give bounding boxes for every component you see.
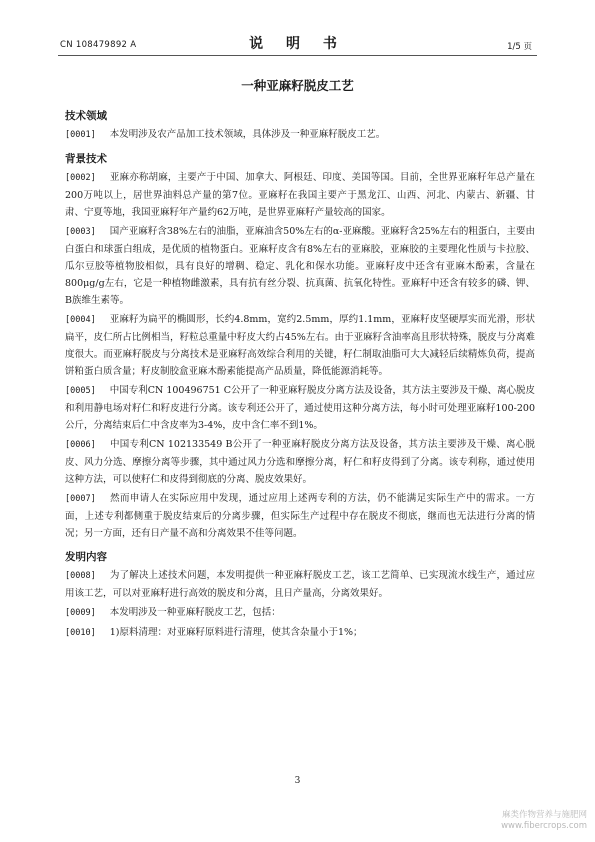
- section-heading: 技术领域: [65, 110, 107, 122]
- paragraph-text: 本发明涉及一种亚麻籽脱皮工艺，包括：: [109, 607, 281, 618]
- paragraph-number: [0001]: [65, 130, 96, 140]
- page-number: 3: [294, 776, 301, 786]
- section: [65, 151, 535, 542]
- paragraph-number: [0010]: [65, 628, 96, 638]
- header-divider: [58, 55, 537, 56]
- document-type: 说 明 书: [249, 36, 346, 52]
- paragraph: [65, 490, 535, 542]
- paragraph: [65, 604, 535, 622]
- paragraph: [65, 436, 535, 488]
- paragraph: [65, 624, 535, 642]
- paragraph-number: [0009]: [65, 608, 96, 618]
- section-heading: 背景技术: [65, 153, 107, 165]
- paragraph-number: [0002]: [65, 173, 96, 183]
- paragraph-text: 中国专利CN 100496751 C公开了一种亚麻籽脱皮分离方法及设备，其方法主要涉及干燥、离心脱皮和利用静电场对籽仁和籽皮进行分离。该专利还公开了，通过使用这种分离方法，每小时可处理亚麻籽100-200公斤，分离结束后仁中含皮率为3-4%，皮中含仁率不到1%。: [65, 385, 536, 431]
- paragraph-text: 1)原料清理：对亚麻籽原料进行清理，使其含杂量小于1%；: [109, 627, 363, 638]
- paragraph-text: 本发明涉及农产品加工技术领域，具体涉及一种亚麻籽脱皮工艺。: [109, 129, 386, 140]
- document-title: 一种亚麻籽脱皮工艺: [241, 78, 354, 93]
- paragraph-text: 中国专利CN 102133549 B公开了一种亚麻籽脱皮分离方法及设备，其方法主要涉及干燥、离心脱皮、风力分选、摩擦分离等步骤，其中通过风力分选和摩擦分离，籽仁和籽皮得到了分离。该专利称，通过使用这种方法，可以使籽仁和皮得到彻底的分离、脱皮效果好。: [65, 439, 535, 485]
- paragraph-text: 为了解决上述技术问题，本发明提供一种亚麻籽脱皮工艺，该工艺简单、已实现流水线生产，通过应用该工艺，可以对亚麻籽进行高效的脱皮和分离，且日产量高，分离效果好。: [65, 570, 535, 599]
- section: [65, 108, 535, 144]
- section-heading: 发明内容: [65, 551, 107, 563]
- paragraph-number: [0006]: [65, 440, 96, 450]
- paragraph-text: 然而申请人在实际应用中发现，通过应用上述两专利的方法，仍不能满足实际生产中的需求。一方面，上述专利都侧重于脱皮结束后的分离步骤，但实际生产过程中存在脱皮不彻底，继而也无法进行分离的情况；另一方面，还有日产量不高和分离效果不佳等问题。: [65, 493, 535, 539]
- paragraph-number: [0008]: [65, 571, 96, 581]
- page-header: [0, 0, 595, 58]
- page-of: 1/5 页: [507, 42, 532, 52]
- watermark-line1: 麻类作物营养与施肥网: [501, 810, 587, 820]
- section: [65, 549, 535, 642]
- patent-number: CN 108479892 A: [60, 40, 137, 50]
- paragraph-number: [0005]: [65, 386, 96, 396]
- paragraph-number: [0007]: [65, 494, 96, 504]
- watermark-line2: www.fibercrops.com: [501, 821, 587, 831]
- paragraph: [65, 223, 535, 309]
- paragraph-text: 国产亚麻籽含38%左右的油脂，亚麻油含50%左右的α-亚麻酸。亚麻籽含25%左右的粗蛋白，主要由白蛋白和球蛋白组成，是优质的植物蛋白。亚麻籽皮含有8%左右的亚麻胶，亚麻胶的主要理化性质与卡拉胶、瓜尔豆胶等植物胶相似，具有良好的增稠、稳定、乳化和保水功能。亚麻籽皮中还含有亚麻木酚素，含量在800μg/g左右，它是一种植物雌激素，具有抗有丝分裂、抗真菌、抗氧化特性。亚麻籽中还含有较多的磷、钾、B族维生素等。: [65, 226, 535, 306]
- paragraph: [65, 382, 535, 434]
- paragraph: [65, 567, 535, 602]
- paragraph: [65, 126, 535, 144]
- document-body: [65, 108, 535, 649]
- paragraph-number: [0004]: [65, 315, 96, 325]
- paragraph: [65, 311, 535, 380]
- watermark: [501, 810, 587, 832]
- paragraph-number: [0003]: [65, 227, 96, 237]
- paragraph-text: 亚麻亦称胡麻，主要产于中国、加拿大、阿根廷、印度、美国等国。目前，全世界亚麻籽年总产量在200万吨以上，居世界油料总产量的第7位。亚麻籽在我国主要产于黑龙江、山西、河北、内蒙古、新疆、甘肃、宁夏等地，我国亚麻籽年产量约62万吨，是世界亚麻籽产量较高的国家。: [65, 172, 535, 218]
- paragraph: [65, 169, 535, 221]
- paragraph-text: 亚麻籽为扁平的椭圆形，长约4.8mm，宽约2.5mm，厚约1.1mm，亚麻籽皮坚硬厚实而光滑，形状扁平，皮仁所占比例相当，籽粒总重量中籽皮大约占45%左右。由于亚麻籽含油率高且形状特殊，脱皮与分离难度很大。而亚麻籽脱皮与分离技术是亚麻籽高效综合利用的关键，籽仁制取油脂可大大减轻后续精炼负荷，提高饼粕蛋白质含量；籽皮制胶盒亚麻木酚素能提高产品质量，降低能源消耗等。: [65, 314, 535, 377]
